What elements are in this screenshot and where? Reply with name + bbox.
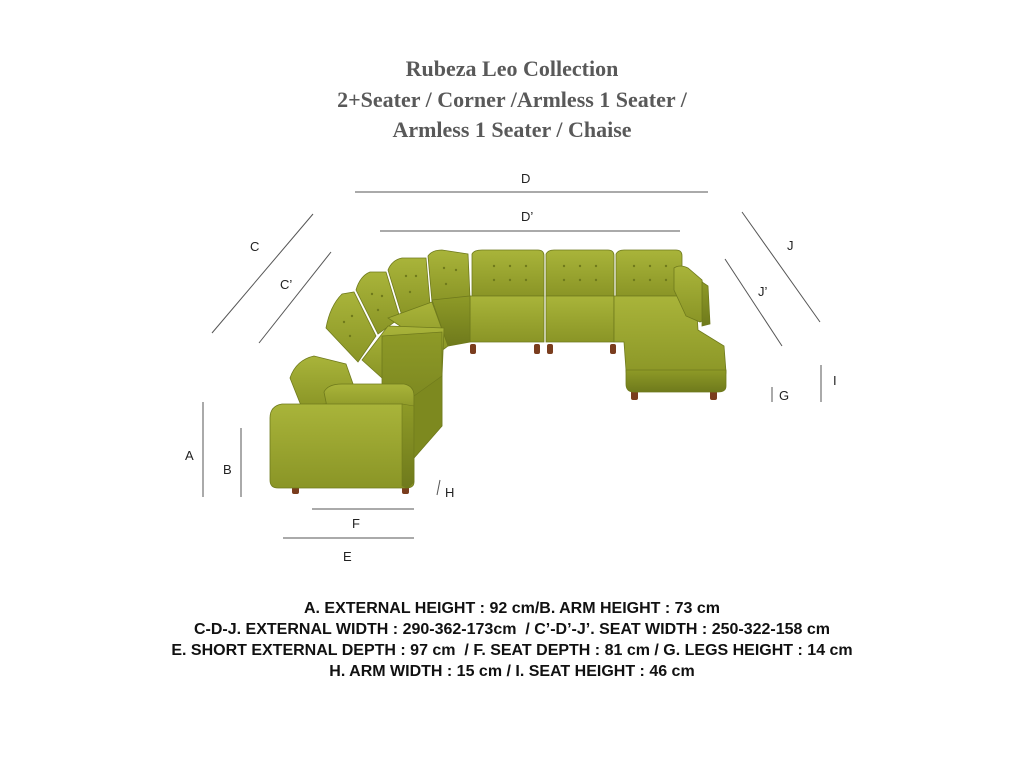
dim-label-j-prime: J’ <box>758 284 768 299</box>
dim-line-j <box>742 212 820 322</box>
dim-label-c: C <box>250 239 260 254</box>
collection-title: Rubeza Leo Collection <box>405 56 619 81</box>
dim-label-f: F <box>352 516 360 531</box>
dim-label-d-prime: D’ <box>521 209 534 224</box>
dim-label-g: G <box>779 388 790 403</box>
dim-label-j: J <box>787 238 794 253</box>
dim-label-c-prime: C’ <box>280 277 293 292</box>
sectional-sofa-illustration <box>262 246 738 500</box>
dim-label-a: A <box>185 448 194 463</box>
spec-line-heights: A. EXTERNAL HEIGHT : 92 cm/B. ARM HEIGHT : 73 cm <box>303 600 721 617</box>
dim-label-i: I <box>833 373 837 388</box>
dim-label-e: E <box>343 549 352 564</box>
dim-label-d: D <box>521 171 531 186</box>
spec-line-widths: C-D-J. EXTERNAL WIDTH : 290-362-173cm / C’-D’-J’. SEAT WIDTH : 250-322-158 cm <box>193 621 830 638</box>
configuration-title-line1: 2+Seater / Corner /Armless 1 Seater / <box>337 87 687 112</box>
spec-line-depths: E. SHORT EXTERNAL DEPTH : 97 cm / F. SEAT DEPTH : 81 cm / G. LEGS HEIGHT : 14 cm <box>171 642 853 659</box>
dim-label-b: B <box>223 462 232 477</box>
dim-label-h: H <box>445 485 455 500</box>
spec-line-arm-seat: H. ARM WIDTH : 15 cm / I. SEAT HEIGHT : 46 cm <box>329 663 695 680</box>
configuration-title-line2: Armless 1 Seater / Chaise <box>392 117 632 142</box>
